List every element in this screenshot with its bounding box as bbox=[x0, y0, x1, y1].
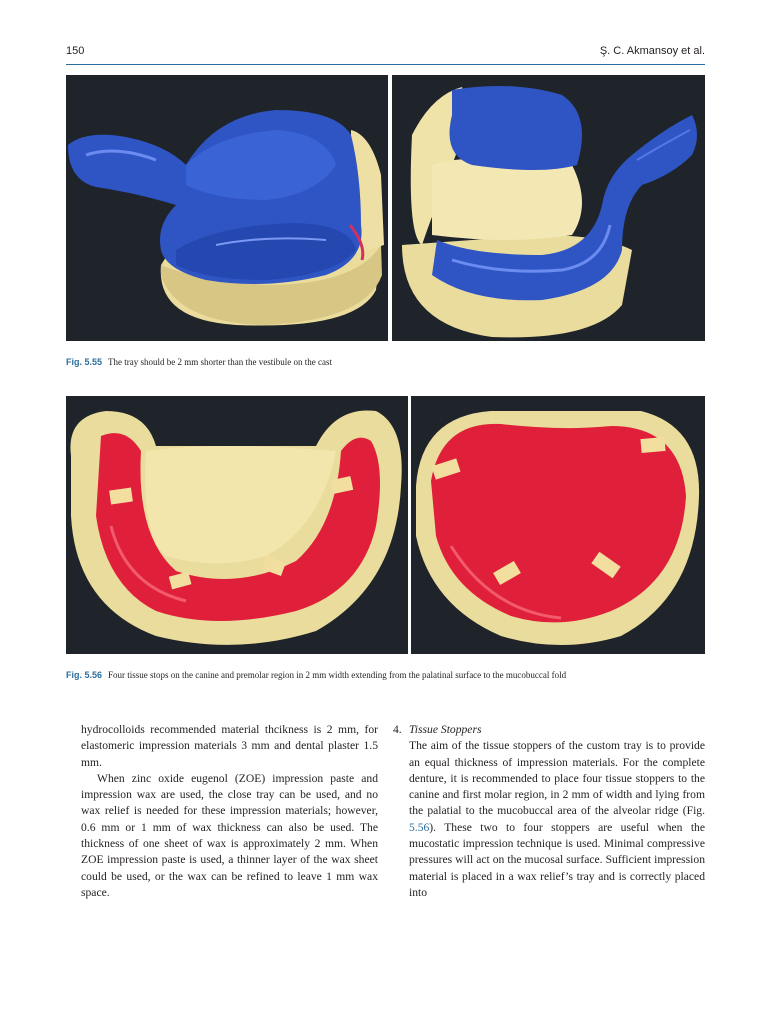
figure-5-56 bbox=[66, 396, 705, 654]
caption-text: Four tissue stops on the canine and premolar region in 2 mm width extending from the palatinal surface to the mucobuccal fold bbox=[108, 670, 567, 680]
running-header bbox=[66, 40, 705, 65]
figure-label: Fig. 5.55 bbox=[66, 357, 103, 367]
figure-5-55-caption bbox=[66, 356, 705, 368]
photo-blue-tray-left bbox=[66, 75, 388, 341]
figure-5-55 bbox=[66, 75, 705, 341]
figure-reference-link[interactable]: 5.56 bbox=[409, 820, 430, 834]
list-item-heading bbox=[393, 722, 705, 738]
paragraph bbox=[393, 738, 705, 901]
paragraph: hydrocolloids recommended material thcikness is 2 mm, for elastomeric impression materials 3 mm and dental plaster 1.5 mm. bbox=[81, 723, 378, 769]
page-number: 150 bbox=[66, 45, 85, 57]
figure-5-56-caption bbox=[66, 669, 705, 681]
paragraph-text: ). These two to four stoppers are useful when the mucostatic impression technique is used. Minimal compressive pressures will act on the mucosal surface. Sufficient impression material is placed in a wax relief’s tray and is correctly placed into bbox=[409, 820, 705, 899]
caption-text: The tray should be 2 mm shorter than the vestibule on the cast bbox=[108, 357, 332, 367]
photo-blue-tray-right bbox=[392, 75, 705, 341]
figure-label: Fig. 5.56 bbox=[66, 670, 103, 680]
right-column bbox=[393, 722, 705, 901]
list-number: 4. bbox=[393, 723, 402, 736]
photo-red-tray-right bbox=[411, 396, 705, 654]
paragraph: When zinc oxide eugenol (ZOE) impression paste and impression wax are used, the close tray can be used, and no wax relief is needed for these impression materials; however, 0.6 mm or 1 mm of wax thickness can also be used. The thickness of one sheet of wax is approximately 2 mm. When ZOE impression paste is used, a thinner layer of the wax sheet could be used, or the wax can be refined to leave 1 mm wax space. bbox=[81, 771, 378, 899]
left-column bbox=[81, 722, 378, 901]
running-authors: Ş. C. Akmansoy et al. bbox=[599, 45, 705, 57]
photo-red-tray-left bbox=[66, 396, 408, 654]
section-title: Tissue Stoppers bbox=[409, 723, 482, 736]
paragraph-text: The aim of the tissue stoppers of the custom tray is to provide an equal thickness of impression materials. For the complete denture, it is recommended to place four tissue stoppers to the canine and first molar region, in 2 mm of width and lying from the palatial to the mucobuccal area of the alveolar ridge (Fig. bbox=[409, 739, 705, 818]
